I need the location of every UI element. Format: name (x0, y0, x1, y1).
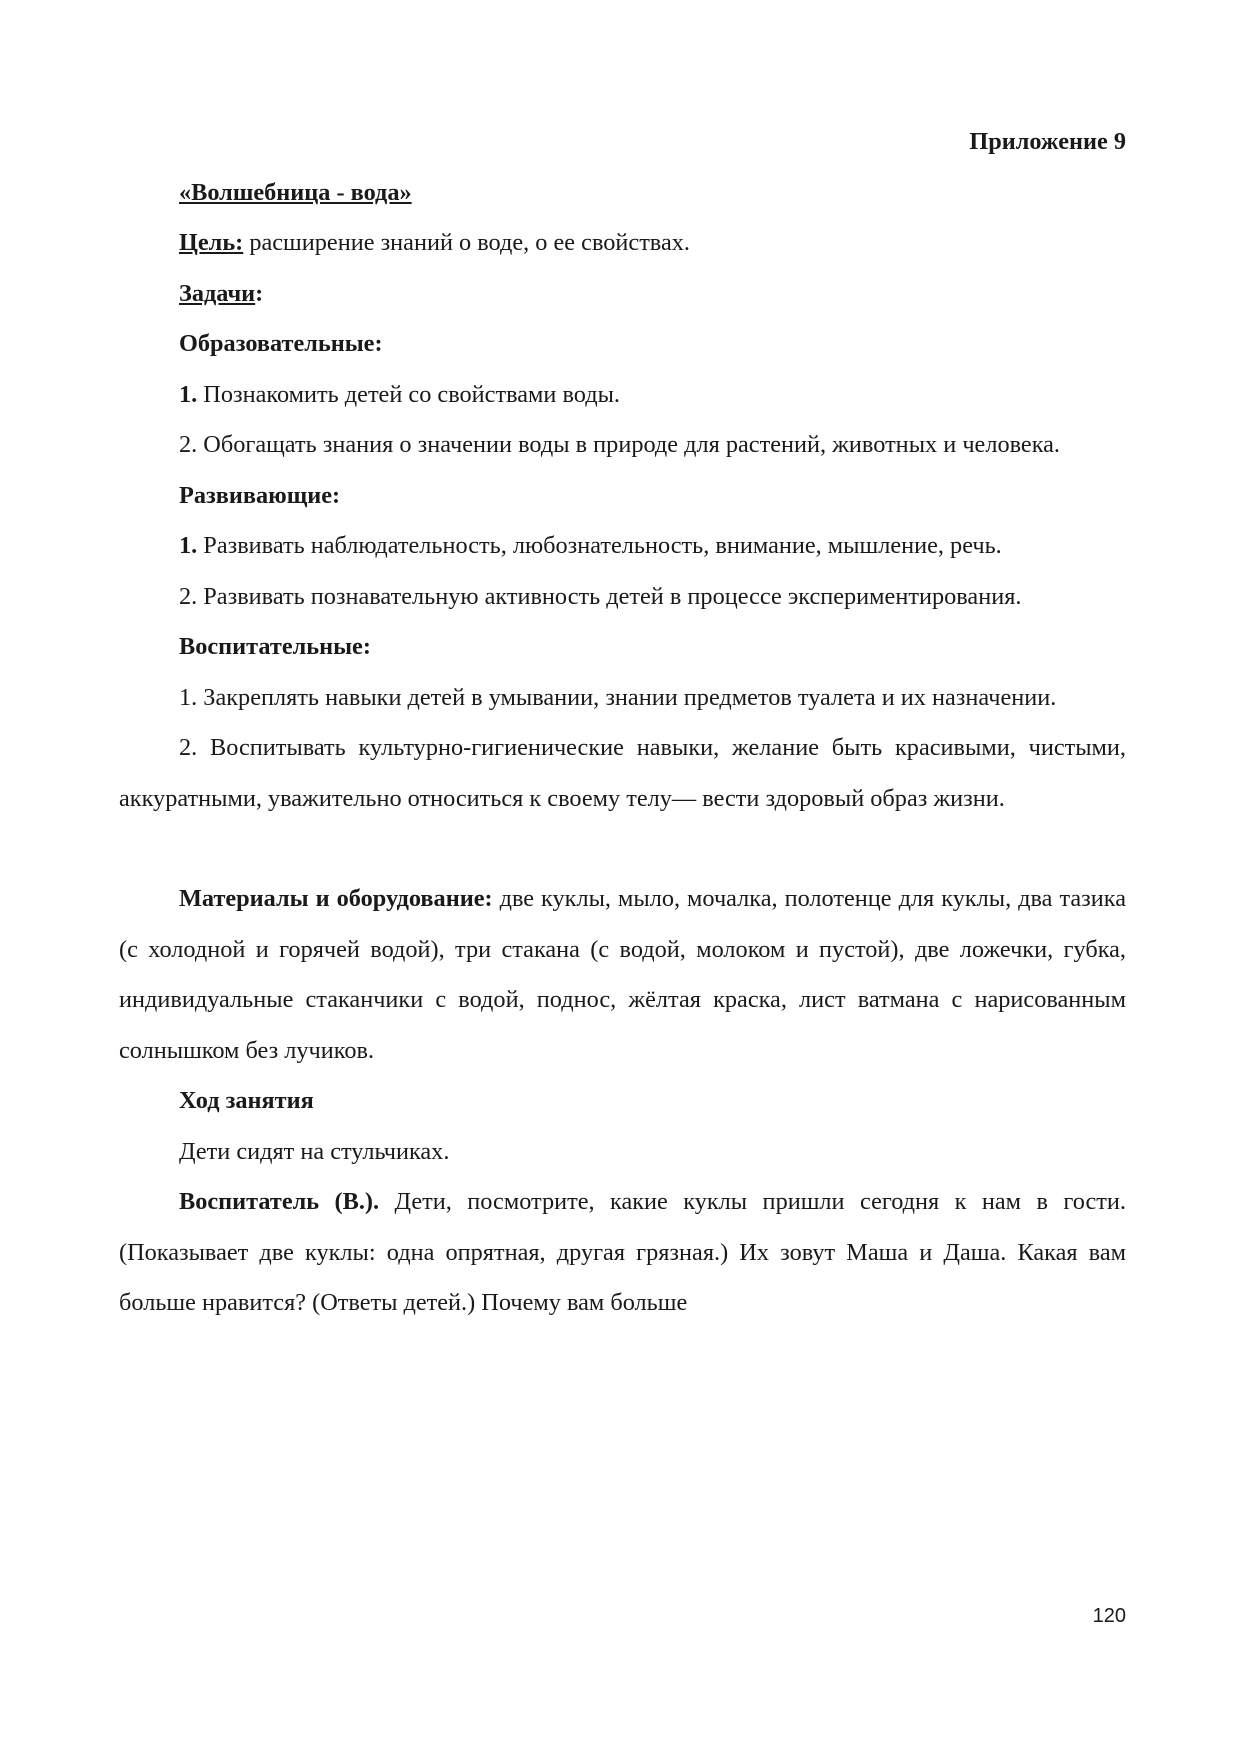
educational-item-1-number: 1. (179, 380, 198, 408)
upbringing-item-2: 2. Воспитывать культурно-гигиенические навыки, желание быть красивыми, чистыми, аккуратными, уважительно относиться к своему телу— вести здоровый образ жизни. (119, 734, 1126, 812)
developing-item-2: 2. Развивать познавательную активность детей в процессе экспериментирования. (179, 582, 1022, 610)
materials-text: две куклы, мыло, мочалка, полотенце для куклы, два тазика (с холодной и горячей водой), три стакана (с водой, молоком и пустой), две ложечки, губка, индивидуальные стаканчики с водой, поднос, жёлтая краска, лист ватмана с нарисованным солнышком без лучиков. (119, 885, 1126, 1064)
page-number: 120 (1092, 1605, 1126, 1627)
goal-label: Цель: (179, 229, 244, 256)
upbringing-heading: Воспитательные: (179, 633, 371, 660)
document-title: «Волшебница - вода» (179, 178, 412, 206)
tasks-heading-colon: : (255, 279, 264, 307)
developing-heading: Развивающие: (179, 481, 341, 509)
tasks-heading-text: Задачи (179, 279, 256, 307)
educational-heading: Образовательные: (179, 330, 383, 357)
developing-item-1-text: Развивать наблюдательность, любознательность, внимание, мышление, речь. (197, 532, 1002, 559)
teacher-label: Воспитатель (В.). (179, 1188, 380, 1215)
upbringing-item-1: 1. Закреплять навыки детей в умывании, знании предметов туалета и их назначении. (179, 683, 1057, 711)
appendix-label: Приложение 9 (969, 128, 1126, 155)
lesson-intro: Дети сидят на стульчиках. (179, 1137, 450, 1165)
tasks-heading (119, 269, 1126, 320)
lesson-heading: Ход занятия (179, 1087, 314, 1114)
materials-label: Материалы и оборудование: (179, 885, 493, 912)
goal-text: расширение знаний о воде, о ее свойствах. (243, 229, 690, 256)
teacher-paragraph (119, 1177, 1126, 1329)
teacher-text: Дети, посмотрите, какие куклы пришли сегодня к нам в гости. (Показывает две куклы: одна опрятная, другая грязная.) Их зовут Маша и Даша. Какая вам больше нравится? (Ответы детей.) Почему вам больше (119, 1188, 1126, 1316)
developing-item-1-number: 1. (179, 532, 198, 559)
developing-item-1 (119, 521, 1126, 572)
educational-item-1 (119, 370, 1126, 421)
paragraph-gap (119, 824, 1126, 874)
educational-item-1-text: Познакомить детей со свойствами воды. (197, 380, 620, 408)
document-body (119, 117, 1126, 1329)
educational-item-2: 2. Обогащать знания о значении воды в природе для растений, животных и человека. (179, 431, 1060, 458)
materials-paragraph (119, 874, 1126, 1076)
goal-paragraph (119, 218, 1126, 269)
